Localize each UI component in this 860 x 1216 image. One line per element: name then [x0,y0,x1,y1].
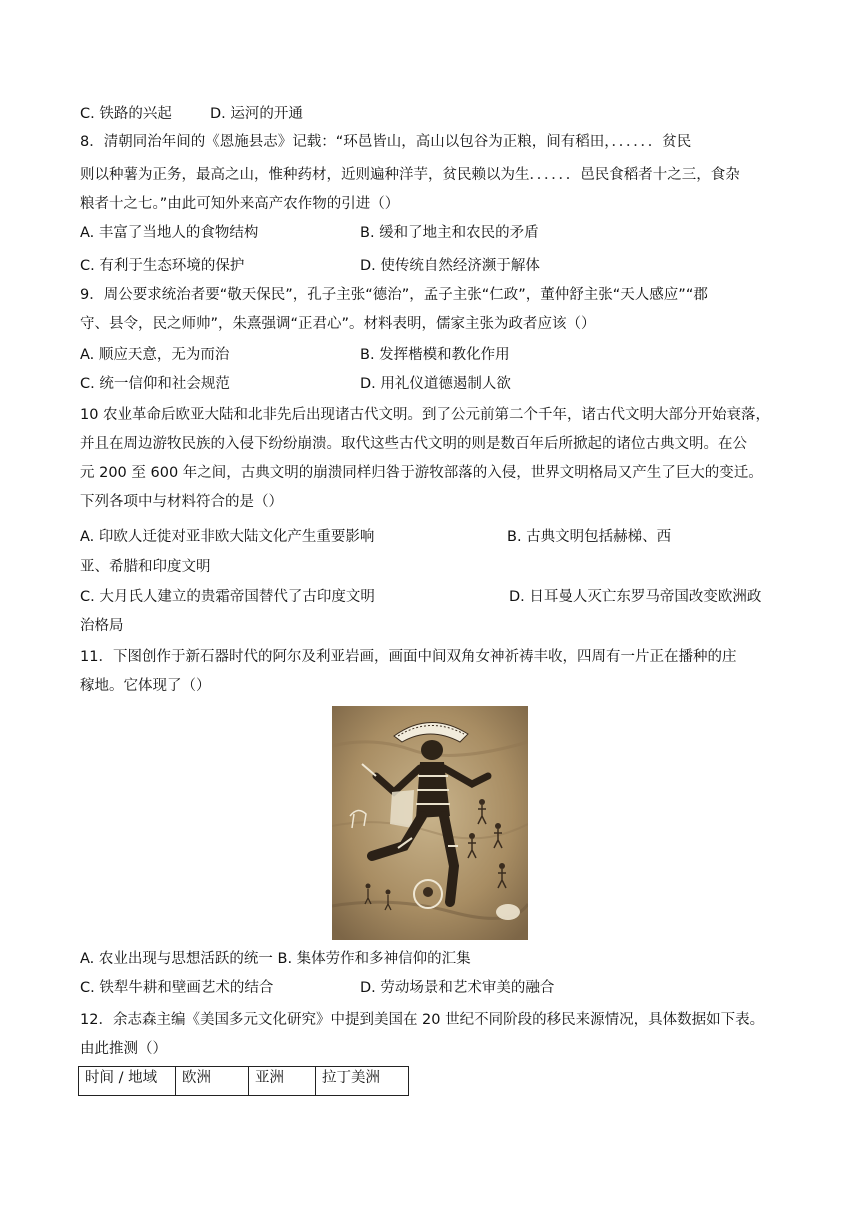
q8-option-d: D. 使传统自然经济濒于解体 [360,258,540,274]
q10-stem-line-2: 并且在周边游牧民族的入侵下纷纷崩溃。取代这些古代文明的则是数百年后所掀起的诸位古典文明。在公 [80,436,747,452]
q9-option-b: B. 发挥楷模和教化作用 [360,347,510,363]
q12-stem-line-1: 12．余志森主编《美国多元文化研究》中提到美国在 20 世纪不同阶段的移民来源情况，具体数据如下表。 [80,1012,765,1028]
q10-option-b-continued: 亚、希腊和印度文明 [80,559,211,575]
q10-option-a: A. 印欧人迁徙对亚非欧大陆文化产生重要影响 [80,529,375,545]
q8-option-b: B. 缓和了地主和农民的矛盾 [360,225,539,241]
q9-option-d: D. 用礼仪道德遏制人欲 [360,376,511,392]
q10-option-d-continued: 治格局 [80,618,124,634]
q9-option-c: C. 统一信仰和社会规范 [80,376,230,392]
table-header-cell: 拉丁美洲 [316,1067,409,1096]
table-header-cell: 时间 / 地域 [79,1067,176,1096]
q9-stem-line-1: 9．周公要求统治者要“敬天保民”，孔子主张“德治”，孟子主张“仁政”，董仲舒主张“天人感应”“郡 [80,287,708,303]
q8-stem-line-1: 8．清朝同治年间的《恩施县志》记载：“环邑皆山，高山以包谷为正粮，间有稻田，．．．．．．贫民 [80,134,692,150]
q11-stem-line-2: 稼地。它体现了（） [80,678,211,694]
immigration-table [78,1066,409,1096]
q11-option-a-b: A. 农业出现与思想活跃的统一 B. 集体劳作和多神信仰的汇集 [80,951,471,967]
q7-option-c: C. 铁路的兴起 [80,106,172,122]
q11-stem-line-1: 11．下图创作于新石器时代的阿尔及利亚岩画，画面中间双角女神祈祷丰收，四周有一片正在播种的庄 [80,649,737,665]
table-header-cell: 欧洲 [176,1067,249,1096]
q8-option-a: A. 丰富了当地人的食物结构 [80,225,259,241]
rock-painting-image [332,706,528,940]
q8-stem-line-3: 粮者十之七。”由此可知外来高产农作物的引进（） [80,196,400,212]
q11-option-c: C. 铁犁牛耕和壁画艺术的结合 [80,980,274,996]
q10-stem-line-3: 元 200 至 600 年之间，古典文明的崩溃同样归咎于游牧部落的入侵，世界文明格局又产生了巨大的变迁。 [80,465,763,481]
q10-option-b: B. 古典文明包括赫梯、西 [507,529,672,545]
q10-stem-line-4: 下列各项中与材料符合的是（） [80,494,283,510]
q9-stem-line-2: 守、县令，民之师帅”，朱熹强调“正君心”。材料表明，儒家主张为政者应该（） [80,316,596,332]
q8-option-c: C. 有利于生态环境的保护 [80,258,245,274]
q11-option-d: D. 劳动场景和艺术审美的融合 [360,980,555,996]
q8-stem-line-2: 则以种薯为正务，最高之山，惟种药材，近则遍种洋芋，贫民赖以为生．．．．．．邑民食稻者十之三，食杂 [80,167,740,183]
q9-option-a: A. 顺应天意，无为而治 [80,347,230,363]
table-header-cell: 亚洲 [249,1067,316,1096]
q7-option-d: D. 运河的开通 [210,106,303,122]
q10-stem-line-1: 10 农业革命后欧亚大陆和北非先后出现诸古代文明。到了公元前第二个千年，诸古代文明大部分开始衰落， [80,407,771,423]
q12-stem-line-2: 由此推测（） [80,1041,167,1057]
table-header-row [79,1067,409,1096]
q10-option-c: C. 大月氏人建立的贵霜帝国替代了古印度文明 [80,589,375,605]
q10-option-d: D. 日耳曼人灭亡东罗马帝国改变欧洲政 [509,589,762,605]
